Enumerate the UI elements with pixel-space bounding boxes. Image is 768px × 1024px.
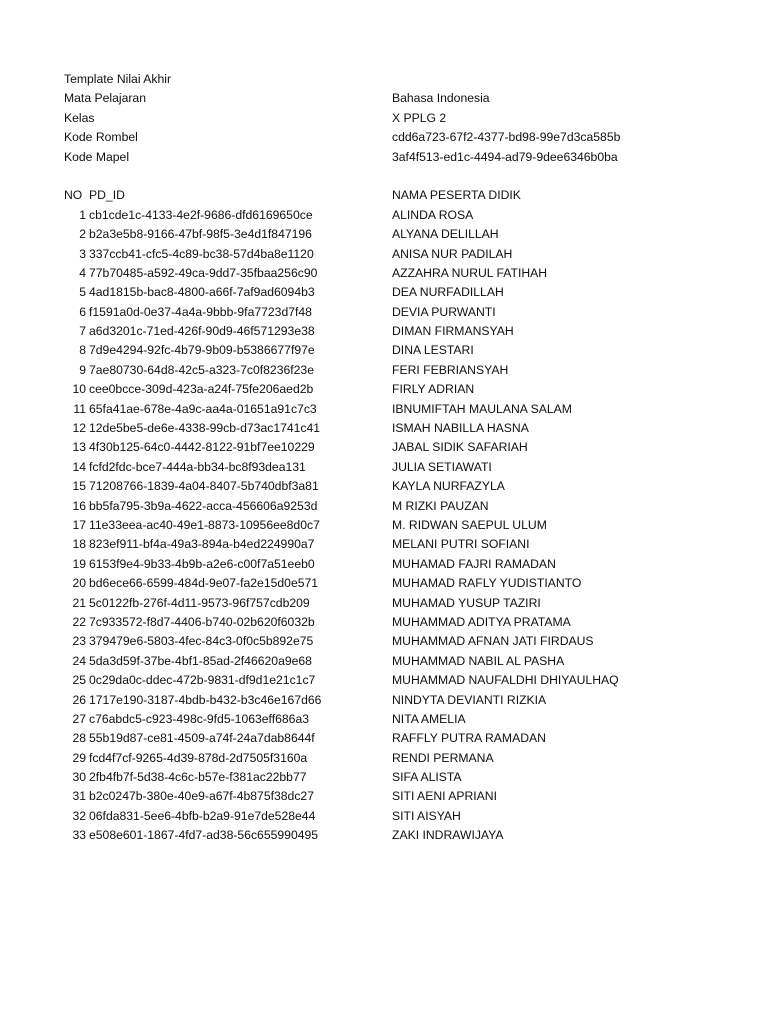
row-number: 33 [72,828,86,843]
meta-row [0,128,768,147]
row-pd-id: 4ad1815b-bac8-4800-a66f-7af9ad6094b3 [89,285,315,300]
row-pd-id: 337ccb41-cfc5-4c89-bc38-57d4ba8e1120 [89,246,314,261]
table-row [0,807,768,826]
row-pd-id: fcfd2fdc-bce7-444a-bb34-bc8f93dea131 [89,459,306,474]
row-pd-id: fcd4f7cf-9265-4d39-878d-2d7505f3160a [89,750,308,765]
row-number: 6 [79,304,86,319]
row-student-name: M RIZKI PAUZAN [392,498,489,513]
row-student-name: AZZAHRA NURUL FATIHAH [392,265,548,280]
row-pd-id: cb1cde1c-4133-4e2f-9686-dfd6169650ce [89,207,313,222]
row-pd-id: cee0bcce-309d-423a-a24f-75fe206aed2b [89,382,314,397]
row-pd-id: 77b70485-a592-49ca-9dd7-35fbaa256c90 [89,265,318,280]
row-student-name: MUHAMAD FAJRI RAMADAN [392,556,556,571]
spacer [0,167,768,186]
table-row [0,516,768,535]
table-row [0,768,768,787]
row-pd-id: 6153f9e4-9b33-4b9b-a2e6-c00f7a51eeb0 [89,556,315,571]
table-row [0,729,768,748]
row-number: 26 [72,692,86,707]
row-student-name: ALINDA ROSA [392,207,474,222]
row-pd-id: c76abdc5-c923-498c-9fd5-1063eff686a3 [89,711,309,726]
table-row [0,341,768,360]
row-pd-id: 06fda831-5ee6-4bfb-b2a9-91e7de528e44 [89,808,316,823]
header-no: NO [64,188,83,203]
row-number: 31 [72,789,86,804]
header-pd-id: PD_ID [89,188,125,203]
table-row [0,594,768,613]
row-pd-id: 12de5be5-de6e-4338-99cb-d73ac1741c41 [89,421,321,436]
table-row [0,671,768,690]
row-student-name: MUHAMMAD ADITYA PRATAMA [392,614,571,629]
row-pd-id: 65fa41ae-678e-4a9c-aa4a-01651a91c7c3 [89,401,317,416]
row-number: 4 [79,265,86,280]
table-row [0,574,768,593]
meta-block [0,89,768,167]
row-student-name: NINDYTA DEVIANTI RIZKIA [392,692,547,707]
row-student-name: RENDI PERMANA [392,750,494,765]
row-pd-id: 4f30b125-64c0-4442-8122-91bf7ee10229 [89,440,315,455]
row-student-name: MUHAMMAD AFNAN JATI FIRDAUS [392,634,594,649]
row-student-name: IBNUMIFTAH MAULANA SALAM [392,401,572,416]
row-student-name: ISMAH NABILLA HASNA [392,421,529,436]
table-row [0,458,768,477]
row-student-name: DEA NURFADILLAH [392,285,504,300]
row-number: 13 [72,440,86,455]
row-student-name: JABAL SIDIK SAFARIAH [392,440,528,455]
header-name: NAMA PESERTA DIDIK [392,188,521,203]
row-pd-id: 2fb4fb7f-5d38-4c6c-b57e-f381ac22bb77 [89,770,307,785]
table-row [0,710,768,729]
table-row [0,632,768,651]
row-student-name: MUHAMAD RAFLY YUDISTIANTO [392,576,582,591]
row-pd-id: 1717e190-3187-4bdb-b432-b3c46e167d66 [89,692,322,707]
row-number: 24 [72,653,86,668]
row-pd-id: 7ae80730-64d8-42c5-a323-7c0f8236f23e [89,362,314,377]
table-row [0,555,768,574]
row-student-name: FIRLY ADRIAN [392,382,475,397]
row-number: 9 [79,362,86,377]
row-pd-id: 379479e6-5803-4fec-84c3-0f0c5b892e75 [89,634,314,649]
meta-value: X PPLG 2 [392,110,447,125]
row-pd-id: 5c0122fb-276f-4d11-9573-96f757cdb209 [89,595,310,610]
table-row [0,303,768,322]
row-number: 16 [72,498,86,513]
meta-label: Kode Mapel [64,149,130,164]
row-number: 3 [79,246,86,261]
row-number: 2 [79,227,86,242]
table-row [0,322,768,341]
row-pd-id: 71208766-1839-4a04-8407-5b740dbf3a81 [89,479,319,494]
row-number: 8 [79,343,86,358]
meta-row [0,109,768,128]
row-number: 14 [72,459,86,474]
row-student-name: SIFA ALISTA [392,770,462,785]
row-student-name: ANISA NUR PADILAH [392,246,513,261]
row-student-name: DIMAN FIRMANSYAH [392,324,514,339]
meta-label: Kode Rombel [64,130,138,145]
meta-label: Mata Pelajaran [64,91,146,106]
table-row [0,826,768,845]
row-pd-id: bd6ece66-6599-484d-9e07-fa2e15d0e571 [89,576,319,591]
row-student-name: JULIA SETIAWATI [392,459,492,474]
row-student-name: KAYLA NURFAZYLA [392,479,505,494]
row-number: 11 [73,401,86,416]
row-number: 32 [72,808,86,823]
row-student-name: SITI AENI APRIANI [392,789,497,804]
row-pd-id: 7d9e4294-92fc-4b79-9b09-b5386677f97e [89,343,315,358]
table-row [0,245,768,264]
row-number: 23 [72,634,86,649]
table-row [0,206,768,225]
row-number: 1 [79,207,86,222]
table-row [0,283,768,302]
table-row [0,264,768,283]
table-row [0,400,768,419]
row-number: 25 [72,673,86,688]
table-row [0,477,768,496]
row-student-name: MUHAMAD YUSUP TAZIRI [392,595,541,610]
table-row [0,438,768,457]
row-pd-id: b2c0247b-380e-40e9-a67f-4b875f38dc27 [89,789,314,804]
table-row [0,652,768,671]
document-title: Template Nilai Akhir [64,72,172,86]
document-sheet [0,70,768,846]
meta-value: 3af4f513-ed1c-4494-ad79-9dee6346b0ba [392,149,618,164]
table-row [0,380,768,399]
row-student-name: ZAKI INDRAWIJAYA [392,828,504,843]
row-student-name: RAFFLY PUTRA RAMADAN [392,731,546,746]
table-row [0,535,768,554]
table-row [0,225,768,244]
row-number: 22 [72,614,86,629]
row-student-name: M. RIDWAN SAEPUL ULUM [392,517,547,532]
meta-value: cdd6a723-67f2-4377-bd98-99e7d3ca585b [392,130,621,145]
row-pd-id: e508e601-1867-4fd7-ad38-56c655990495 [89,828,319,843]
row-number: 27 [72,711,86,726]
row-number: 30 [72,770,86,785]
row-student-name: SITI AISYAH [392,808,461,823]
row-student-name: MUHAMMAD NAUFALDHI DHIYAULHAQ [392,673,619,688]
row-pd-id: 0c29da0c-ddec-472b-9831-df9d1e21c1c7 [89,673,316,688]
table-header [0,186,768,205]
row-pd-id: 823ef911-bf4a-49a3-894a-b4ed224990a7 [89,537,315,552]
row-pd-id: 5da3d59f-37be-4bf1-85ad-2f46620a9e68 [89,653,312,668]
row-number: 29 [72,750,86,765]
row-number: 15 [72,479,86,494]
row-student-name: FERI FEBRIANSYAH [392,362,509,377]
row-number: 18 [72,537,86,552]
row-pd-id: bb5fa795-3b9a-4622-acca-456606a9253d [89,498,318,513]
row-student-name: DEVIA PURWANTI [392,304,496,319]
row-student-name: MELANI PUTRI SOFIANI [392,537,530,552]
row-number: 12 [72,421,86,436]
row-pd-id: a6d3201c-71ed-426f-90d9-46f571293e38 [89,324,315,339]
row-student-name: MUHAMMAD NABIL AL PASHA [392,653,565,668]
row-number: 7 [79,324,86,339]
table-row [0,787,768,806]
row-number: 5 [79,285,86,300]
row-number: 21 [72,595,86,610]
table-row [0,749,768,768]
row-pd-id: 7c933572-f8d7-4406-b740-02b620f6032b [89,614,315,629]
table-row [0,361,768,380]
row-pd-id: 11e33eea-ac40-49e1-8873-10956ee8d0c7 [89,517,320,532]
title-line [0,70,768,89]
meta-value: Bahasa Indonesia [392,91,490,106]
row-number: 10 [72,382,86,397]
row-number: 19 [72,556,86,571]
meta-label: Kelas [64,110,95,125]
table-row [0,497,768,516]
row-student-name: ALYANA DELILLAH [392,227,499,242]
row-pd-id: b2a3e5b8-9166-47bf-98f5-3e4d1f847196 [89,227,312,242]
table-row [0,613,768,632]
table-row [0,691,768,710]
row-number: 20 [72,576,86,591]
row-pd-id: 55b19d87-ce81-4509-a74f-24a7dab8644f [89,731,315,746]
row-number: 28 [72,731,86,746]
row-student-name: NITA AMELIA [392,711,466,726]
row-student-name: DINA LESTARI [392,343,474,358]
row-number: 17 [72,517,86,532]
meta-row [0,89,768,108]
meta-row [0,148,768,167]
table-row [0,419,768,438]
row-pd-id: f1591a0d-0e37-4a4a-9bbb-9fa7723d7f48 [89,304,312,319]
table-body [0,206,768,846]
